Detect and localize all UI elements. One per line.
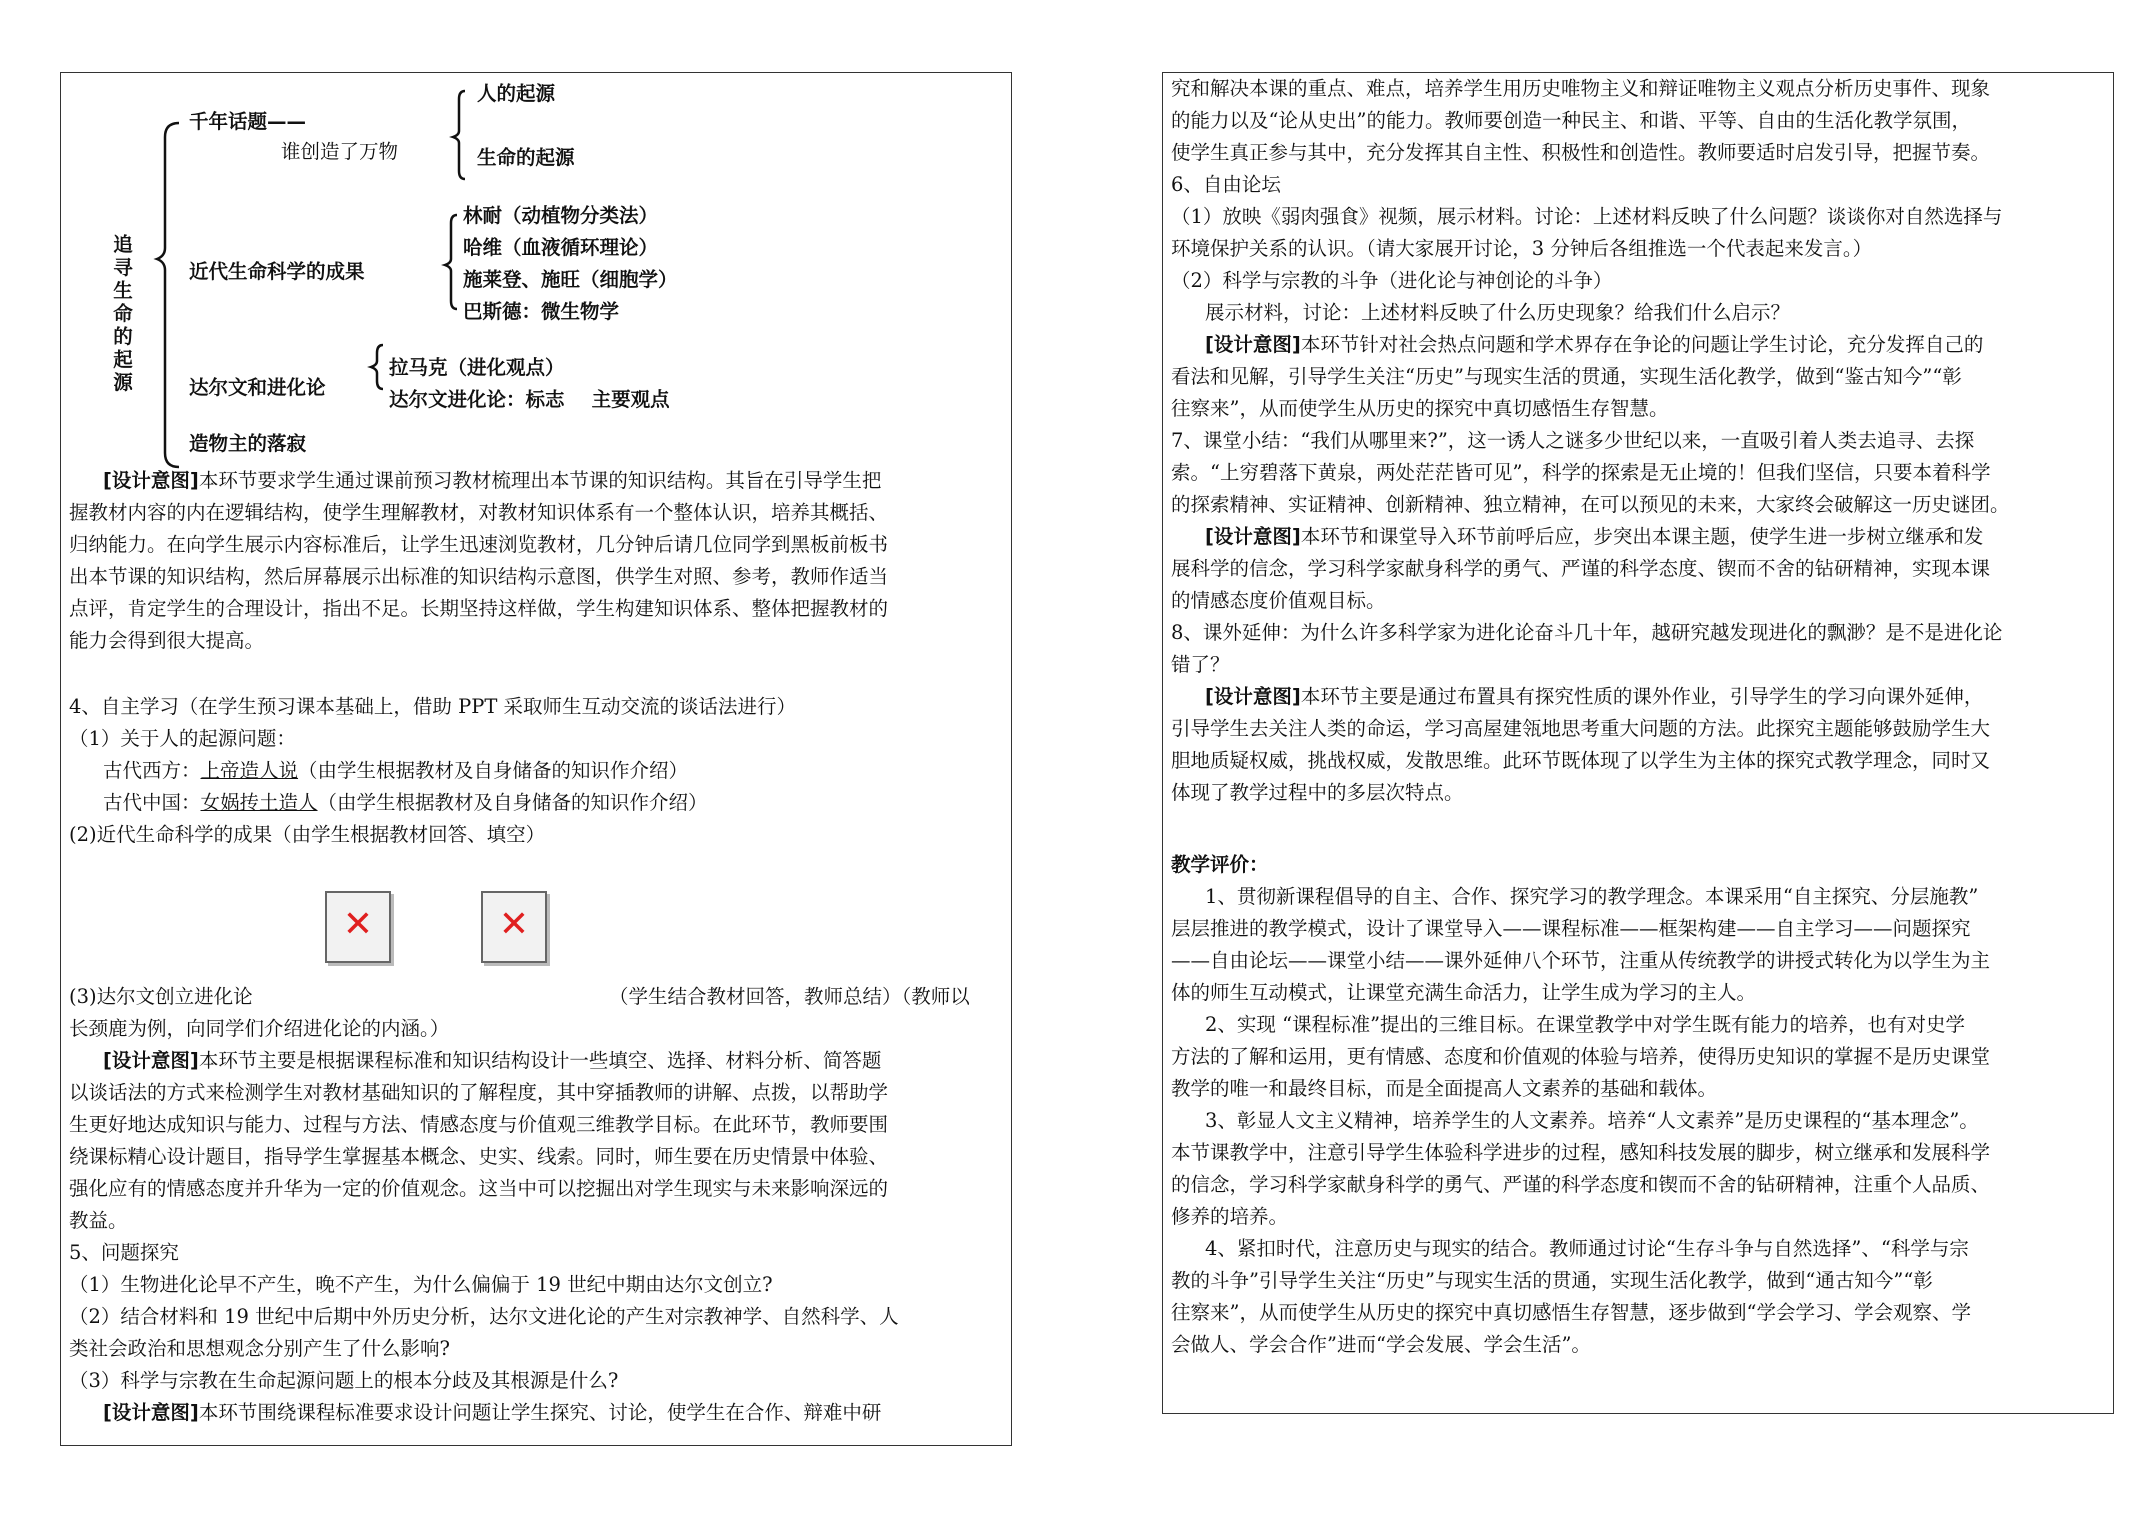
design-intent-line: 强化应有的情感态度并升华为一定的价值观念。这当中可以挖掘出对学生现实与未来影响深远的 [69, 1177, 889, 1200]
design-intent-line: 看法和见解，引导学生关注“历史”与现实生活的贯通，实现生活化教学，做到“鉴古知今”“彰 [1171, 365, 1962, 388]
mindmap-branch-2-item: 施莱登、施旺（细胞学） [463, 268, 678, 291]
mindmap-branch-1-item: 人的起源 [477, 82, 556, 105]
design-intent-label: [设计意图] [103, 469, 199, 492]
mindmap-branch-2-item: 巴斯德：微生物学 [463, 300, 620, 323]
broken-image-icon: ✕ [481, 891, 547, 963]
section-6-question: （1）放映《弱肉强食》视频，展示材料。讨论：上述材料反映了什么问题？谈谈你对自然选择与 [1171, 205, 2003, 228]
section-5-title: 5、问题探究 [69, 1241, 179, 1264]
section-8-line: 错了？ [1171, 653, 1230, 676]
evaluation-line: 的信念，学习科学家献身科学的勇气、严谨的科学态度和锲而不舍的钻研精神，注重个人品质、 [1171, 1173, 1991, 1196]
design-intent-line: 教益。 [69, 1209, 128, 1232]
evaluation-line: ——自由论坛——课堂小结——课外延伸八个环节，注重从传统教学的讲授式转化为以学生为主 [1171, 949, 1991, 972]
mindmap-branch-2-title: 近代生命科学的成果 [189, 260, 365, 283]
evaluation-line: 2、实现 “课程标准”提出的三维目标。在课堂教学中对学生既有能力的培养，也有对史学 [1205, 1013, 1966, 1036]
evaluation-line: 1、贯彻新课程倡导的自主、合作、探究学习的教学理念。本课采用“自主探究、分层施教” [1205, 885, 1979, 908]
design-intent-line: 以谈话法的方式来检测学生对教材基础知识的了解程度，其中穿插教师的讲解、点拨，以帮助学 [69, 1081, 889, 1104]
text-line: 究和解决本课的重点、难点，培养学生用历史唯物主义和辩证唯物主义观点分析历史事件、现象 [1171, 77, 1991, 100]
section-4-question-3-cont: 长颈鹿为例，向同学们介绍进化论的内涵。） [69, 1017, 450, 1040]
design-intent-line: 胆地质疑权威，挑战权威，发散思维。此环节既体现了以学生为主体的探究式教学理念，同时又 [1171, 749, 1991, 772]
design-intent-line: [设计意图]本环节和课堂导入环节前呼后应，步突出本课主题，使学生进一步树立继承和发 [1205, 525, 1984, 548]
design-intent-line: 归纳能力。在向学生展示内容标准后，让学生迅速浏览教材，几分钟后请几位同学到黑板前板书 [69, 533, 889, 556]
design-intent-line: 体现了教学过程中的多层次特点。 [1171, 781, 1464, 804]
china-answer: 女娲抟土造人 [200, 791, 318, 814]
mindmap-branch-1-subtitle: 谁创造了万物 [281, 140, 399, 163]
mindmap-branch-2-item: 林耐（动植物分类法） [463, 204, 659, 227]
section-6-question: （2）科学与宗教的斗争（进化论与神创论的斗争） [1171, 269, 1613, 292]
design-intent-label: [设计意图] [103, 1401, 199, 1424]
section-7-line: 的探索精神、实证精神、创新精神、独立精神，在可以预见的未来，大家终会破解这一历史谜团。 [1171, 493, 2010, 516]
design-intent-label: [设计意图] [1205, 333, 1301, 356]
section-8-line: 8、课外延伸：为什么许多科学家为进化论奋斗几十年，越研究越发现进化的飘渺？是不是进化论 [1171, 621, 2003, 644]
evaluation-line: 3、彰显人文主义精神，培养学生的人文素养。培养“人文素养”是历史课程的“基本理念”。 [1205, 1109, 1979, 1132]
design-intent-line: 引导学生去关注人类的命运，学习高屋建瓴地思考重大问题的方法。此探究主题能够鼓励学生大 [1171, 717, 1991, 740]
evaluation-line: 层层推进的教学模式，设计了课堂导入——课程标准——框架构建——自主学习——问题探究 [1171, 917, 1971, 940]
evaluation-line: 体的师生互动模式，让课堂充满生命活力，让学生成为学习的主人。 [1171, 981, 1757, 1004]
section-5-question: （2）结合材料和 19 世纪中后期中外历史分析，达尔文进化论的产生对宗教神学、自然科学、人 [69, 1305, 899, 1328]
text-line: 使学生真正参与其中，充分发挥其自主性、积极性和创造性。教师要适时启发引导，把握节奏。 [1171, 141, 1991, 164]
section-4-china: 古代中国：女娲抟土造人（由学生根据教材及自身储备的知识作介绍） [103, 791, 708, 814]
section-5-question: 类社会政治和思想观念分别产生了什么影响? [69, 1337, 450, 1360]
broken-image-icon: ✕ [325, 891, 391, 963]
section-4-west: 古代西方：上帝造人说（由学生根据教材及自身储备的知识作介绍） [103, 759, 689, 782]
section-5-question: （3）科学与宗教在生命起源问题上的根本分歧及其根源是什么? [69, 1369, 619, 1392]
evaluation-line: 4、紧扣时代，注意历史与现实的结合。教师通过讨论“生存斗争与自然选择”、“科学与宗 [1205, 1237, 1969, 1260]
section-4-title: 4、自主学习（在学生预习课本基础上，借助 PPT 采取师生互动交流的谈话法进行） [69, 695, 797, 718]
mindmap-branch-2-item: 哈维（血液循环理论） [463, 236, 659, 259]
evaluation-title: 教学评价： [1171, 853, 1269, 876]
section-6-question: 环境保护关系的认识。（请大家展开讨论，3 分钟后各组推选一个代表起来发言。） [1171, 237, 1873, 260]
design-intent-line: 出本节课的知识结构，然后屏幕展示出标准的知识结构示意图，供学生对照、参考，教师作适当 [69, 565, 889, 588]
mindmap-branch-1-item: 生命的起源 [477, 146, 575, 169]
evaluation-line: 本节课教学中，注意引导学生体验科学进步的过程，感知科技发展的脚步，树立继承和发展科学 [1171, 1141, 1991, 1164]
mindmap-branch-3-title: 达尔文和进化论 [189, 376, 326, 399]
design-intent-line: 的情感态度价值观目标。 [1171, 589, 1386, 612]
section-4-question-1: （1）关于人的起源问题： [69, 727, 296, 750]
section-7-line: 索。“上穷碧落下黄泉，两处茫茫皆可见”，科学的探索是无止境的！但我们坚信，只要本着科学 [1171, 461, 1991, 484]
evaluation-line: 往察来”，从而使学生从历史的探究中真切感悟生存智慧，逐步做到“学会学习、学会观察、学 [1171, 1301, 1971, 1324]
evaluation-line: 教的斗争”引导学生关注“历史”与现实生活的贯通，实现生活化教学，做到“通古知今”“彰 [1171, 1269, 1933, 1292]
section-7-line: 7、课堂小结：“我们从哪里来?”，这一诱人之谜多少世纪以来，一直吸引着人类去追寻、去探 [1171, 429, 1975, 452]
design-intent-line: 生更好地达成知识与能力、过程与方法、情感态度与价值观三维教学目标。在此环节，教师要围 [69, 1113, 889, 1136]
design-intent-line: 点评，肯定学生的合理设计，指出不足。长期坚持这样做，学生构建知识体系、整体把握教材的 [69, 597, 889, 620]
section-6-question: 展示材料，讨论：上述材料反映了什么历史现象？给我们什么启示？ [1205, 301, 1791, 324]
text-line: 的能力以及“论从史出”的能力。教师要创造一种民主、和谐、平等、自由的生活化教学氛围， [1171, 109, 1971, 132]
section-4-question-3: (3)达尔文创立进化论 （学生结合教材回答，教师总结）（教师以 [69, 985, 970, 1008]
section-6-title: 6、自由论坛 [1171, 173, 1281, 196]
right-column [1162, 72, 2114, 1414]
section-4-question-2: (2)近代生命科学的成果（由学生根据教材回答、填空） [69, 823, 546, 846]
design-intent-line: 展科学的信念，学习科学家献身科学的勇气、严谨的科学态度、锲而不舍的钻研精神，实现本课 [1171, 557, 1991, 580]
section-5-question: （1）生物进化论早不产生，晚不产生，为什么偏偏于 19 世纪中期由达尔文创立? [69, 1273, 773, 1296]
mindmap-branch-3-item: 达尔文进化论：标志 主要观点 [389, 388, 670, 411]
west-answer: 上帝造人说 [200, 759, 299, 782]
evaluation-line: 方法的了解和运用，更有情感、态度和价值观的体验与培养，使得历史知识的掌握不是历史课堂 [1171, 1045, 1991, 1068]
design-intent-line: 能力会得到很大提高。 [69, 629, 265, 652]
mindmap-branch-1-title: 千年话题—— [189, 110, 307, 133]
design-intent-line: [设计意图]本环节围绕课程标准要求设计问题让学生探究、讨论，使学生在合作、辩难中研 [103, 1401, 882, 1424]
design-intent-line: 往察来”，从而使学生从历史的探究中真切感悟生存智慧。 [1171, 397, 1669, 420]
mindmap-branch-3-item: 拉马克（进化观点） [389, 356, 565, 379]
mindmap-branch-4-title: 造物主的落寂 [189, 432, 307, 455]
mindmap-root: 追寻生命的起源 [113, 233, 133, 394]
evaluation-line: 会做人、学会合作”进而“学会发展、学会生活”。 [1171, 1333, 1591, 1356]
design-intent-label: [设计意图] [1205, 685, 1301, 708]
evaluation-line: 教学的唯一和最终目标，而是全面提高人文素养的基础和载体。 [1171, 1077, 1718, 1100]
design-intent-line: 绕课标精心设计题目，指导学生掌握基本概念、史实、线索。同时，师生要在历史情景中体验、 [69, 1145, 889, 1168]
design-intent-line: [设计意图]本环节主要是通过布置具有探究性质的课外作业，引导学生的学习向课外延伸， [1205, 685, 1984, 708]
design-intent-line: [设计意图]本环节针对社会热点问题和学术界存在争论的问题让学生讨论，充分发挥自己的 [1205, 333, 1984, 356]
evaluation-line: 修养的培养。 [1171, 1205, 1289, 1228]
design-intent-line: 握教材内容的内在逻辑结构，使学生理解教材，对教材知识体系有一个整体认识，培养其概括、 [69, 501, 889, 524]
left-column [60, 72, 1012, 1446]
design-intent-label: [设计意图] [1205, 525, 1301, 548]
design-intent-label: [设计意图] [103, 1049, 199, 1072]
design-intent-line: [设计意图]本环节要求学生通过课前预习教材梳理出本节课的知识结构。其旨在引导学生把 [103, 469, 882, 492]
design-intent-line: [设计意图]本环节主要是根据课程标准和知识结构设计一些填空、选择、材料分析、简答题 [103, 1049, 882, 1072]
